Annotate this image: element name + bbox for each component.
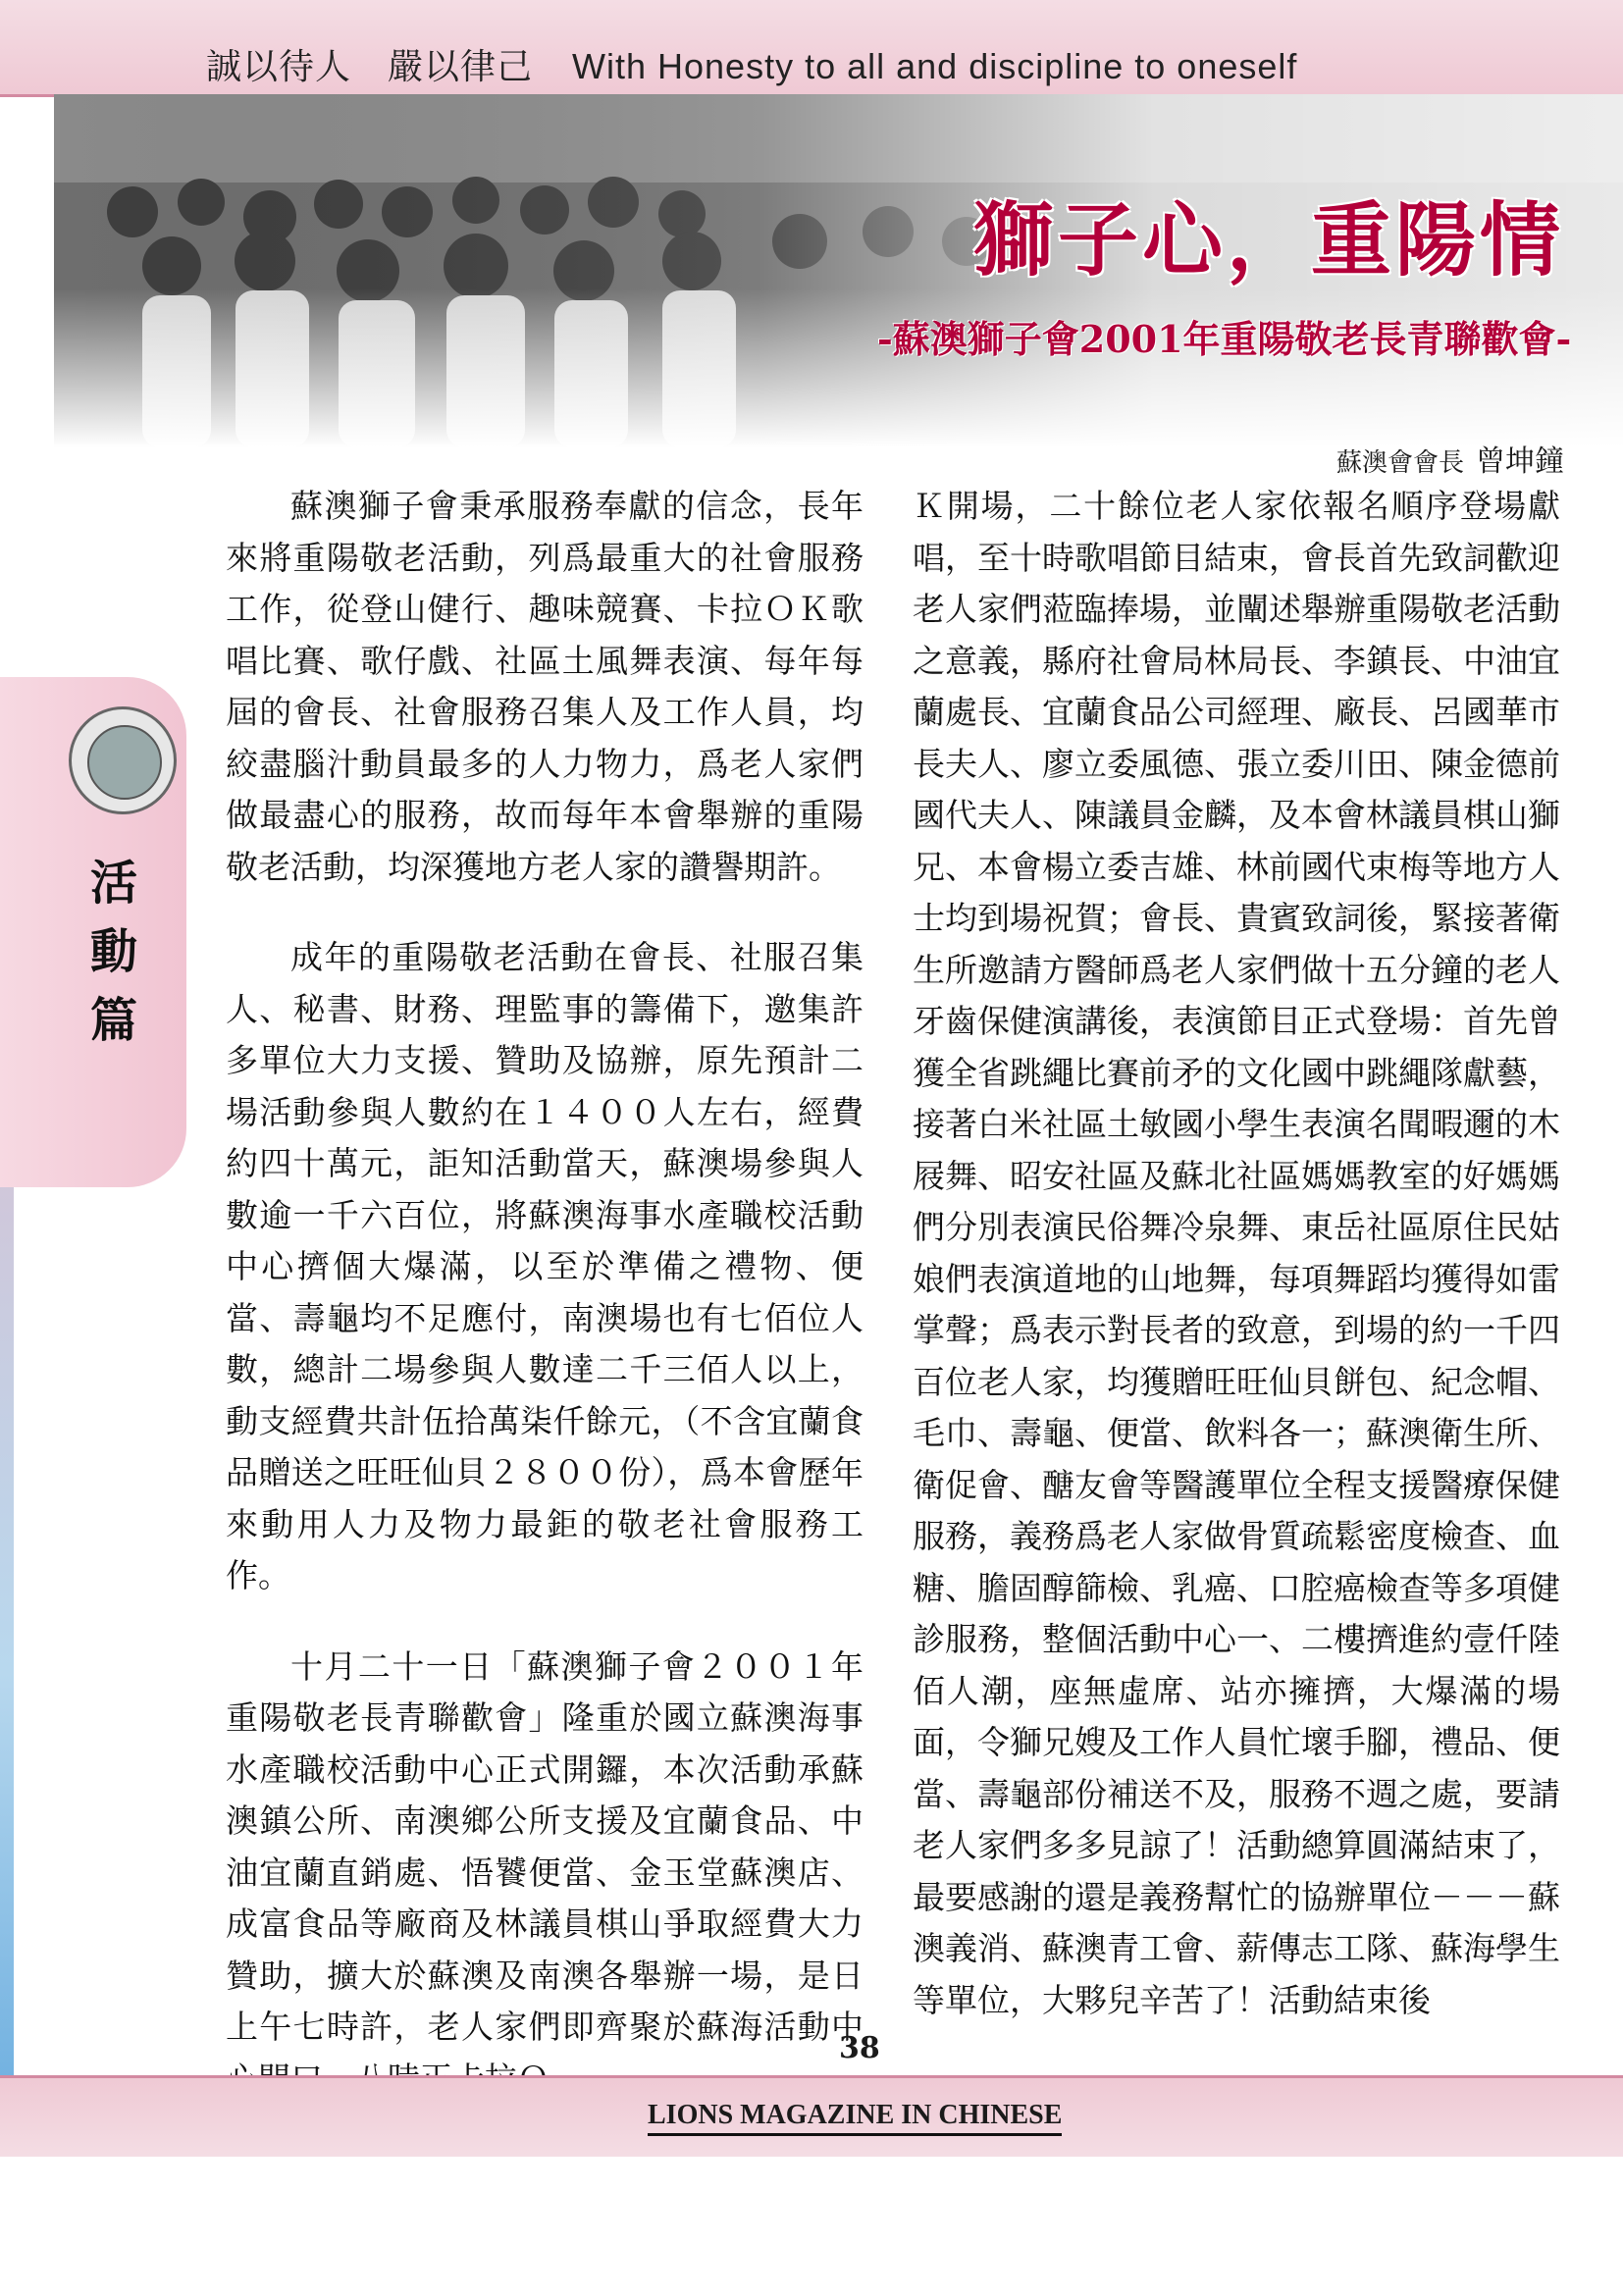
footer-band xyxy=(0,2075,1623,2157)
magazine-name: LIONS MAGAZINE IN CHINESE xyxy=(648,2100,1062,2136)
byline xyxy=(1336,437,1564,480)
article-subtitle: -蘇澳獅子會2001年重陽敬老長青聯歡會- xyxy=(877,317,1572,361)
body-paragraph: Ｋ開場，二十餘位老人家依報名順序登場獻唱，至十時歌唱節目結束，會長首先致詞歡迎老人家們蒞臨捧場，並闡述舉辦重陽敬老活動之意義，縣府社會局林局長、李鎮長、中油宜蘭處長、宜蘭食品公司經理、廠長、呂國華市長夫人、廖立委風德、張立委川田、陳金德前國代夫人、陳議員金麟，及本會林議員棋山獅兄、本會楊立委吉雄、林前國代束梅等地方人士均到場祝賀；會長、貴賓致詞後，緊接著衛生所邀請方醫師爲老人家們做十五分鐘的老人牙齒保健演講後，表演節目正式登場：首先曾獲全省跳繩比賽前矛的文化國中跳繩隊獻藝，接著白米社區土敏國小學生表演名聞暇邇的木屐舞、昭安社區及蘇北社區媽媽教室的好媽媽們分別表演民俗舞冷泉舞、東岳社區原住民姑娘們表演道地的山地舞，每項舞蹈均獲得如雷掌聲；爲表示對長者的致意，到場的約一千四百位老人家，均獲贈旺旺仙貝餅包、紀念帽、毛巾、壽龜、便當、飲料各一；蘇澳衛生所、衛促會、醣友會等醫護單位全程支援醫療保健服務，義務爲老人家做骨質疏鬆密度檢查、血糖、膽固醇篩檢、乳癌、口腔癌檢查等多項健診服務，整個活動中心一、二樓擠進約壹仟陸佰人潮，座無虛席、站亦擁擠，大爆滿的場面，令獅兄嫂及工作人員忙壞手腳，禮品、便當、壽龜部份補送不及，服務不週之處，要請老人家們多多見諒了！活動總算圓滿結束了，最要感謝的還是義務幫忙的協辦單位－－－蘇澳義消、蘇澳青工會、薪傳志工隊、蘇海學生等單位，大夥兒辛苦了！活動結束後 xyxy=(913,487,1560,2019)
motto-english: With Honesty to all and discipline to oneself xyxy=(572,46,1298,86)
article-heading xyxy=(877,177,1572,363)
header-motto xyxy=(206,39,1297,89)
article-title: 獅子心，重陽情 xyxy=(972,193,1564,287)
body-paragraph: 成年的重陽敬老活動在會長、社服召集人、秘書、財務、理監事的籌備下，邀集許多單位大力支援、贊助及協辦，原先預計二場活動參與人數約在１４００人左右，經費約四十萬元，詎知活動當天，蘇澳場參與人數逾一千六百位，將蘇澳海事水產職校活動中心擠個大爆滿，以至於準備之禮物、便當、壽龜均不足應付，南澳場也有七佰位人數，總計二場參與人數達二千三佰人以上，動支經費共計伍拾萬柒仟餘元，（不含宜蘭食品贈送之旺旺仙貝２８００份），爲本會歷年來動用人力及物力最鉅的敬老社會服務工作。 xyxy=(226,938,864,1594)
body-paragraph: 蘇澳獅子會秉承服務奉獻的信念，長年來將重陽敬老活動，列爲最重大的社會服務工作，從登山健行、趣味競賽、卡拉ＯＫ歌唱比賽、歌仔戲、社區土風舞表演、每年每屆的會長、社會服務召集人及工作人員，均絞盡腦汁動員最多的人力物力，爲老人家們做最盡心的服務，故而每年本會舉辦的重陽敬老活動，均深獲地方老人家的讚譽期許。 xyxy=(226,487,864,886)
section-label xyxy=(84,849,143,1055)
section-label-char: 篇 xyxy=(89,993,137,1048)
body-paragraph: 十月二十一日「蘇澳獅子會２００１年重陽敬老長青聯歡會」隆重於國立蘇澳海事水產職校活動中心正式開鑼，本次活動承蘇澳鎮公所、南澳鄉公所支援及宜蘭食品、中油宜蘭直銷處、悟饕便當、金玉堂蘇澳店、成富食品等廠商及林議員棋山爭取經費大力贊助，擴大於蘇澳及南澳各舉辦一場，是日上午七時許，老人家們即齊聚於蘇海活動中 xyxy=(226,1646,864,2046)
lions-club-seal-icon xyxy=(69,706,177,814)
section-label-char: 動 xyxy=(89,924,137,979)
page-number: 38 xyxy=(839,2031,880,2065)
header-band xyxy=(0,0,1623,97)
body-column-right xyxy=(913,481,1560,2026)
motto-chinese: 誠以待人 嚴以律己 xyxy=(206,47,534,87)
body-column-left xyxy=(226,481,864,2105)
byline-role: 蘇澳會會長 xyxy=(1335,448,1464,478)
byline-author: 曾坤鐘 xyxy=(1476,444,1564,479)
section-label-char: 活 xyxy=(89,856,137,911)
